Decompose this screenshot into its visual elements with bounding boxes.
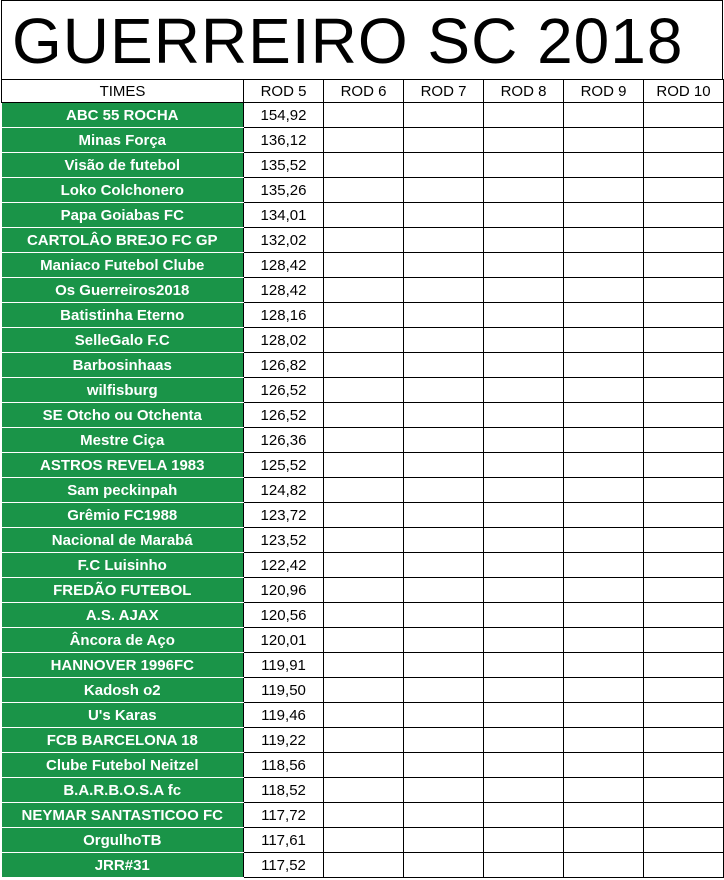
rod7-score-cell[interactable] xyxy=(404,303,484,328)
rod7-score-cell[interactable] xyxy=(404,228,484,253)
rod10-score-cell[interactable] xyxy=(644,803,724,828)
rod6-score-cell[interactable] xyxy=(324,103,404,128)
team-name-cell[interactable]: Batistinha Eterno xyxy=(2,303,244,328)
rod10-score-cell[interactable] xyxy=(644,253,724,278)
rod7-score-cell[interactable] xyxy=(404,553,484,578)
rod10-score-cell[interactable] xyxy=(644,353,724,378)
rod7-score-cell[interactable] xyxy=(404,203,484,228)
rod6-score-cell[interactable] xyxy=(324,778,404,803)
rod5-score-cell[interactable]: 118,52 xyxy=(244,778,324,803)
rod10-score-cell[interactable] xyxy=(644,628,724,653)
rod8-score-cell[interactable] xyxy=(484,153,564,178)
rod9-score-cell[interactable] xyxy=(564,728,644,753)
rod7-score-cell[interactable] xyxy=(404,603,484,628)
team-name-cell[interactable]: Grêmio FC1988 xyxy=(2,503,244,528)
table-row xyxy=(2,128,724,153)
rod9-score-cell[interactable] xyxy=(564,128,644,153)
rod10-score-cell[interactable] xyxy=(644,578,724,603)
rod7-score-cell[interactable] xyxy=(404,428,484,453)
table-row xyxy=(2,403,724,428)
team-name-cell[interactable]: F.C Luisinho xyxy=(2,553,244,578)
team-name-cell[interactable]: B.A.R.B.O.S.A fc xyxy=(2,778,244,803)
rod5-score-cell[interactable]: 120,96 xyxy=(244,578,324,603)
rod6-score-cell[interactable] xyxy=(324,378,404,403)
rod8-score-cell[interactable] xyxy=(484,828,564,853)
rod5-score-cell[interactable]: 120,56 xyxy=(244,603,324,628)
rod7-score-cell[interactable] xyxy=(404,403,484,428)
rod9-score-cell[interactable] xyxy=(564,328,644,353)
table-row xyxy=(2,278,724,303)
rod9-score-cell[interactable] xyxy=(564,703,644,728)
rod8-score-cell[interactable] xyxy=(484,678,564,703)
header-times[interactable]: TIMES xyxy=(2,80,244,103)
team-name-cell[interactable]: Nacional de Marabá xyxy=(2,528,244,553)
rod9-score-cell[interactable] xyxy=(564,403,644,428)
table-row xyxy=(2,728,724,753)
spreadsheet xyxy=(1,0,723,878)
table-row xyxy=(2,328,724,353)
header-row xyxy=(2,80,724,103)
rod9-score-cell[interactable] xyxy=(564,103,644,128)
rod8-score-cell[interactable] xyxy=(484,553,564,578)
rod5-score-cell[interactable]: 123,52 xyxy=(244,528,324,553)
table-row xyxy=(2,178,724,203)
rod10-score-cell[interactable] xyxy=(644,703,724,728)
table-row xyxy=(2,303,724,328)
rod5-score-cell[interactable]: 120,01 xyxy=(244,628,324,653)
rod6-score-cell[interactable] xyxy=(324,253,404,278)
rod5-score-cell[interactable]: 126,36 xyxy=(244,428,324,453)
rod8-score-cell[interactable] xyxy=(484,803,564,828)
sheet-title: GUERREIRO SC 2018 xyxy=(12,5,684,77)
rod10-score-cell[interactable] xyxy=(644,378,724,403)
table-row xyxy=(2,628,724,653)
team-name-cell[interactable]: Clube Futebol Neitzel xyxy=(2,753,244,778)
rod6-score-cell[interactable] xyxy=(324,403,404,428)
table-row xyxy=(2,453,724,478)
rod8-score-cell[interactable] xyxy=(484,603,564,628)
rod10-score-cell[interactable] xyxy=(644,153,724,178)
table-row xyxy=(2,353,724,378)
rod6-score-cell[interactable] xyxy=(324,678,404,703)
team-name-cell[interactable]: OrgulhoTB xyxy=(2,828,244,853)
rod8-score-cell[interactable] xyxy=(484,453,564,478)
rod6-score-cell[interactable] xyxy=(324,603,404,628)
rod8-score-cell[interactable] xyxy=(484,728,564,753)
team-name-cell[interactable]: A.S. AJAX xyxy=(2,603,244,628)
team-name-cell[interactable]: Maniaco Futebol Clube xyxy=(2,253,244,278)
rod7-score-cell[interactable] xyxy=(404,628,484,653)
team-name-cell[interactable]: U's Karas xyxy=(2,703,244,728)
rod9-score-cell[interactable] xyxy=(564,378,644,403)
table-row xyxy=(2,678,724,703)
rod6-score-cell[interactable] xyxy=(324,178,404,203)
rod7-score-cell[interactable] xyxy=(404,778,484,803)
rod6-score-cell[interactable] xyxy=(324,353,404,378)
rod5-score-cell[interactable]: 119,91 xyxy=(244,653,324,678)
rod10-score-cell[interactable] xyxy=(644,528,724,553)
rod8-score-cell[interactable] xyxy=(484,353,564,378)
header-rod9[interactable]: ROD 9 xyxy=(564,80,644,103)
rod5-score-cell[interactable]: 119,50 xyxy=(244,678,324,703)
rod7-score-cell[interactable] xyxy=(404,153,484,178)
rod6-score-cell[interactable] xyxy=(324,703,404,728)
rod5-score-cell[interactable]: 123,72 xyxy=(244,503,324,528)
team-name-cell[interactable]: FCB BARCELONA 18 xyxy=(2,728,244,753)
rod10-score-cell[interactable] xyxy=(644,728,724,753)
standings-table xyxy=(1,79,724,878)
team-name-cell[interactable]: Os Guerreiros2018 xyxy=(2,278,244,303)
rod9-score-cell[interactable] xyxy=(564,603,644,628)
rod8-score-cell[interactable] xyxy=(484,778,564,803)
rod8-score-cell[interactable] xyxy=(484,478,564,503)
table-row xyxy=(2,228,724,253)
rod8-score-cell[interactable] xyxy=(484,103,564,128)
rod9-score-cell[interactable] xyxy=(564,753,644,778)
table-row xyxy=(2,103,724,128)
rod9-score-cell[interactable] xyxy=(564,678,644,703)
rod7-score-cell[interactable] xyxy=(404,528,484,553)
rod10-score-cell[interactable] xyxy=(644,278,724,303)
table-row xyxy=(2,153,724,178)
rod6-score-cell[interactable] xyxy=(324,553,404,578)
rod9-score-cell[interactable] xyxy=(564,228,644,253)
table-row xyxy=(2,653,724,678)
team-name-cell[interactable]: Kadosh o2 xyxy=(2,678,244,703)
team-name-cell[interactable]: Sam peckinpah xyxy=(2,478,244,503)
team-name-cell[interactable]: wilfisburg xyxy=(2,378,244,403)
rod6-score-cell[interactable] xyxy=(324,303,404,328)
rod8-score-cell[interactable] xyxy=(484,203,564,228)
rod10-score-cell[interactable] xyxy=(644,753,724,778)
rod6-score-cell[interactable] xyxy=(324,153,404,178)
rod8-score-cell[interactable] xyxy=(484,303,564,328)
team-name-cell[interactable]: Papa Goiabas FC xyxy=(2,203,244,228)
rod5-score-cell[interactable]: 128,02 xyxy=(244,328,324,353)
rod9-score-cell[interactable] xyxy=(564,553,644,578)
rod6-score-cell[interactable] xyxy=(324,478,404,503)
team-name-cell[interactable]: CARTOLÂO BREJO FC GP xyxy=(2,228,244,253)
rod8-score-cell[interactable] xyxy=(484,178,564,203)
rod9-score-cell[interactable] xyxy=(564,353,644,378)
rod9-score-cell[interactable] xyxy=(564,253,644,278)
header-rod7[interactable]: ROD 7 xyxy=(404,80,484,103)
rod10-score-cell[interactable] xyxy=(644,428,724,453)
rod8-score-cell[interactable] xyxy=(484,228,564,253)
rod7-score-cell[interactable] xyxy=(404,103,484,128)
rod5-score-cell[interactable]: 135,26 xyxy=(244,178,324,203)
title-cell[interactable] xyxy=(1,0,723,79)
rod10-score-cell[interactable] xyxy=(644,203,724,228)
rod6-score-cell[interactable] xyxy=(324,578,404,603)
table-row xyxy=(2,803,724,828)
rod8-score-cell[interactable] xyxy=(484,378,564,403)
rod8-score-cell[interactable] xyxy=(484,403,564,428)
rod8-score-cell[interactable] xyxy=(484,703,564,728)
rod10-score-cell[interactable] xyxy=(644,178,724,203)
rod9-score-cell[interactable] xyxy=(564,278,644,303)
rod9-score-cell[interactable] xyxy=(564,653,644,678)
rod9-score-cell[interactable] xyxy=(564,828,644,853)
rod6-score-cell[interactable] xyxy=(324,203,404,228)
rod9-score-cell[interactable] xyxy=(564,628,644,653)
rod6-score-cell[interactable] xyxy=(324,503,404,528)
rod8-score-cell[interactable] xyxy=(484,503,564,528)
table-row xyxy=(2,853,724,878)
rod10-score-cell[interactable] xyxy=(644,478,724,503)
rod7-score-cell[interactable] xyxy=(404,353,484,378)
team-name-cell[interactable]: JRR#31 xyxy=(2,853,244,878)
rod7-score-cell[interactable] xyxy=(404,278,484,303)
rod7-score-cell[interactable] xyxy=(404,853,484,878)
rod10-score-cell[interactable] xyxy=(644,453,724,478)
rod5-score-cell[interactable]: 119,46 xyxy=(244,703,324,728)
rod10-score-cell[interactable] xyxy=(644,228,724,253)
rod7-score-cell[interactable] xyxy=(404,828,484,853)
rod5-score-cell[interactable]: 119,22 xyxy=(244,728,324,753)
rod8-score-cell[interactable] xyxy=(484,128,564,153)
rod10-score-cell[interactable] xyxy=(644,603,724,628)
rod10-score-cell[interactable] xyxy=(644,328,724,353)
rod5-score-cell[interactable]: 135,52 xyxy=(244,153,324,178)
rod5-score-cell[interactable]: 128,42 xyxy=(244,278,324,303)
rod9-score-cell[interactable] xyxy=(564,778,644,803)
rod7-score-cell[interactable] xyxy=(404,753,484,778)
rod5-score-cell[interactable]: 154,92 xyxy=(244,103,324,128)
table-body xyxy=(2,103,724,878)
team-name-cell[interactable]: Minas Força xyxy=(2,128,244,153)
rod7-score-cell[interactable] xyxy=(404,328,484,353)
rod5-score-cell[interactable]: 117,72 xyxy=(244,803,324,828)
rod10-score-cell[interactable] xyxy=(644,678,724,703)
rod5-score-cell[interactable]: 132,02 xyxy=(244,228,324,253)
rod9-score-cell[interactable] xyxy=(564,503,644,528)
rod9-score-cell[interactable] xyxy=(564,528,644,553)
rod5-score-cell[interactable]: 117,61 xyxy=(244,828,324,853)
rod6-score-cell[interactable] xyxy=(324,128,404,153)
rod5-score-cell[interactable]: 122,42 xyxy=(244,553,324,578)
rod6-score-cell[interactable] xyxy=(324,528,404,553)
header-rod10[interactable]: ROD 10 xyxy=(644,80,724,103)
rod7-score-cell[interactable] xyxy=(404,703,484,728)
team-name-cell[interactable]: ASTROS REVELA 1983 xyxy=(2,453,244,478)
rod10-score-cell[interactable] xyxy=(644,403,724,428)
rod5-score-cell[interactable]: 126,82 xyxy=(244,353,324,378)
rod10-score-cell[interactable] xyxy=(644,503,724,528)
rod9-score-cell[interactable] xyxy=(564,178,644,203)
team-name-cell[interactable]: Loko Colchonero xyxy=(2,178,244,203)
rod9-score-cell[interactable] xyxy=(564,303,644,328)
rod8-score-cell[interactable] xyxy=(484,853,564,878)
rod6-score-cell[interactable] xyxy=(324,753,404,778)
table-row xyxy=(2,478,724,503)
rod8-score-cell[interactable] xyxy=(484,753,564,778)
team-name-cell[interactable]: Visão de futebol xyxy=(2,153,244,178)
rod7-score-cell[interactable] xyxy=(404,503,484,528)
rod6-score-cell[interactable] xyxy=(324,828,404,853)
rod7-score-cell[interactable] xyxy=(404,728,484,753)
header-rod5[interactable]: ROD 5 xyxy=(244,80,324,103)
rod5-score-cell[interactable]: 136,12 xyxy=(244,128,324,153)
table-row xyxy=(2,528,724,553)
rod6-score-cell[interactable] xyxy=(324,453,404,478)
rod8-score-cell[interactable] xyxy=(484,653,564,678)
team-name-cell[interactable]: Mestre Ciça xyxy=(2,428,244,453)
rod5-score-cell[interactable]: 118,56 xyxy=(244,753,324,778)
rod9-score-cell[interactable] xyxy=(564,803,644,828)
table-row xyxy=(2,753,724,778)
rod8-score-cell[interactable] xyxy=(484,253,564,278)
rod10-score-cell[interactable] xyxy=(644,103,724,128)
rod9-score-cell[interactable] xyxy=(564,453,644,478)
rod7-score-cell[interactable] xyxy=(404,453,484,478)
team-name-cell[interactable]: Barbosinhaas xyxy=(2,353,244,378)
rod6-score-cell[interactable] xyxy=(324,628,404,653)
table-row xyxy=(2,378,724,403)
table-row xyxy=(2,703,724,728)
table-row xyxy=(2,203,724,228)
rod6-score-cell[interactable] xyxy=(324,653,404,678)
rod6-score-cell[interactable] xyxy=(324,853,404,878)
team-name-cell[interactable]: ABC 55 ROCHA xyxy=(2,103,244,128)
team-name-cell[interactable]: NEYMAR SANTASTICOO FC xyxy=(2,803,244,828)
rod10-score-cell[interactable] xyxy=(644,303,724,328)
rod6-score-cell[interactable] xyxy=(324,228,404,253)
table-row xyxy=(2,253,724,278)
rod5-score-cell[interactable]: 126,52 xyxy=(244,378,324,403)
team-name-cell[interactable]: FREDÃO FUTEBOL xyxy=(2,578,244,603)
team-name-cell[interactable]: SE Otcho ou Otchenta xyxy=(2,403,244,428)
rod7-score-cell[interactable] xyxy=(404,478,484,503)
rod5-score-cell[interactable]: 117,52 xyxy=(244,853,324,878)
rod9-score-cell[interactable] xyxy=(564,428,644,453)
rod10-score-cell[interactable] xyxy=(644,778,724,803)
rod10-score-cell[interactable] xyxy=(644,853,724,878)
rod9-score-cell[interactable] xyxy=(564,853,644,878)
table-row xyxy=(2,428,724,453)
rod7-score-cell[interactable] xyxy=(404,678,484,703)
rod7-score-cell[interactable] xyxy=(404,578,484,603)
team-name-cell[interactable]: Âncora de Aço xyxy=(2,628,244,653)
rod5-score-cell[interactable]: 128,16 xyxy=(244,303,324,328)
rod8-score-cell[interactable] xyxy=(484,278,564,303)
rod5-score-cell[interactable]: 126,52 xyxy=(244,403,324,428)
rod6-score-cell[interactable] xyxy=(324,728,404,753)
rod10-score-cell[interactable] xyxy=(644,128,724,153)
header-rod8[interactable]: ROD 8 xyxy=(484,80,564,103)
rod9-score-cell[interactable] xyxy=(564,153,644,178)
rod10-score-cell[interactable] xyxy=(644,553,724,578)
rod5-score-cell[interactable]: 125,52 xyxy=(244,453,324,478)
rod10-score-cell[interactable] xyxy=(644,828,724,853)
rod9-score-cell[interactable] xyxy=(564,203,644,228)
table-row xyxy=(2,578,724,603)
table-row xyxy=(2,553,724,578)
rod9-score-cell[interactable] xyxy=(564,478,644,503)
rod7-score-cell[interactable] xyxy=(404,653,484,678)
rod8-score-cell[interactable] xyxy=(484,578,564,603)
table-row xyxy=(2,603,724,628)
header-rod6[interactable]: ROD 6 xyxy=(324,80,404,103)
rod10-score-cell[interactable] xyxy=(644,653,724,678)
table-row xyxy=(2,828,724,853)
rod6-score-cell[interactable] xyxy=(324,328,404,353)
rod7-score-cell[interactable] xyxy=(404,378,484,403)
rod5-score-cell[interactable]: 128,42 xyxy=(244,253,324,278)
rod5-score-cell[interactable]: 124,82 xyxy=(244,478,324,503)
team-name-cell[interactable]: SelleGalo F.C xyxy=(2,328,244,353)
rod7-score-cell[interactable] xyxy=(404,253,484,278)
rod8-score-cell[interactable] xyxy=(484,428,564,453)
rod7-score-cell[interactable] xyxy=(404,803,484,828)
table-row xyxy=(2,503,724,528)
team-name-cell[interactable]: HANNOVER 1996FC xyxy=(2,653,244,678)
table-row xyxy=(2,778,724,803)
rod9-score-cell[interactable] xyxy=(564,578,644,603)
rod8-score-cell[interactable] xyxy=(484,528,564,553)
rod6-score-cell[interactable] xyxy=(324,803,404,828)
rod8-score-cell[interactable] xyxy=(484,628,564,653)
rod6-score-cell[interactable] xyxy=(324,278,404,303)
rod7-score-cell[interactable] xyxy=(404,178,484,203)
rod6-score-cell[interactable] xyxy=(324,428,404,453)
rod7-score-cell[interactable] xyxy=(404,128,484,153)
rod5-score-cell[interactable]: 134,01 xyxy=(244,203,324,228)
rod8-score-cell[interactable] xyxy=(484,328,564,353)
